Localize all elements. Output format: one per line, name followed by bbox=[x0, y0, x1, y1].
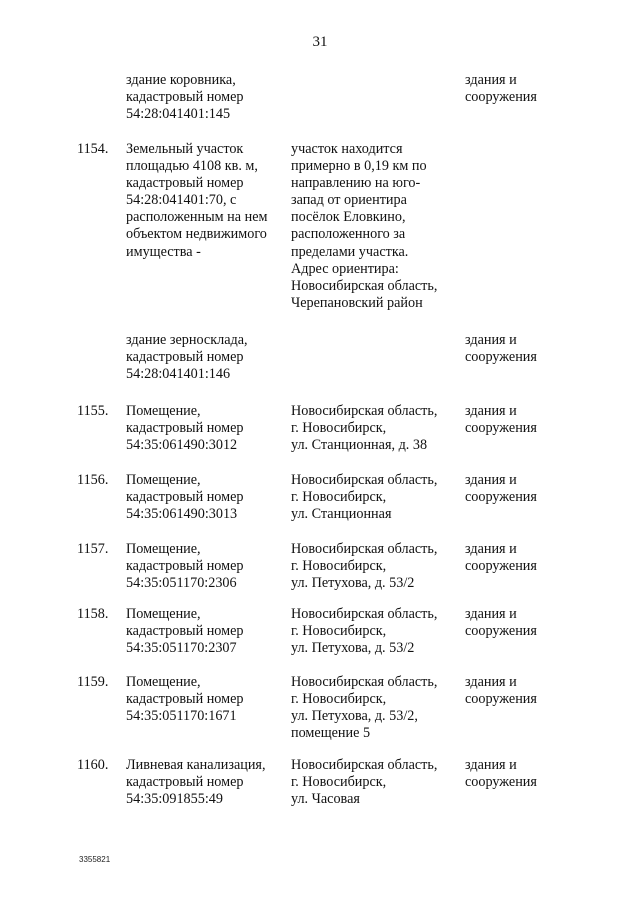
object-address: Новосибирская область, г. Новосибирск, ул. Станционная bbox=[291, 472, 438, 523]
object-description: Земельный участок площадью 4108 кв. м, кадастровый номер 54:28:041401:70, с расположенным на нем объектом недвижимого имущества - bbox=[126, 141, 268, 260]
object-address: Новосибирская область, г. Новосибирск, ул. Часовая bbox=[291, 757, 438, 808]
object-description: Ливневая канализация, кадастровый номер 54:35:091855:49 bbox=[126, 757, 266, 808]
object-description: Помещение, кадастровый номер 54:35:061490:3013 bbox=[126, 472, 244, 523]
object-category: здания и сооружения bbox=[465, 72, 537, 106]
object-description: здание зерносклада, кадастровый номер 54:28:041401:146 bbox=[126, 332, 248, 383]
item-number: 1155. bbox=[77, 403, 109, 419]
object-category: здания и сооружения bbox=[465, 757, 537, 791]
object-address: Новосибирская область, г. Новосибирск, ул. Петухова, д. 53/2 bbox=[291, 541, 438, 592]
object-description: Помещение, кадастровый номер 54:35:051170:2306 bbox=[126, 541, 244, 592]
object-category: здания и сооружения bbox=[465, 541, 537, 575]
item-number: 1157. bbox=[77, 541, 109, 557]
object-category: здания и сооружения bbox=[465, 472, 537, 506]
item-number: 1158. bbox=[77, 606, 109, 622]
object-description: Помещение, кадастровый номер 54:35:061490:3012 bbox=[126, 403, 244, 454]
object-address: Новосибирская область, г. Новосибирск, ул. Петухова, д. 53/2 bbox=[291, 606, 438, 657]
item-number: 1156. bbox=[77, 472, 109, 488]
object-category: здания и сооружения bbox=[465, 674, 537, 708]
object-description: здание коровника, кадастровый номер 54:28:041401:145 bbox=[126, 72, 244, 123]
page-number: 31 bbox=[312, 34, 328, 50]
object-description: Помещение, кадастровый номер 54:35:051170:2307 bbox=[126, 606, 244, 657]
object-address: участок находится примерно в 0,19 км по направлению на юго- запад от ориентира посёлок Еловкино, расположенного за пределами участка. Адрес ориентира: Новосибирская область, Черепановский район bbox=[291, 141, 438, 311]
item-number: 1159. bbox=[77, 674, 109, 690]
object-address: Новосибирская область, г. Новосибирск, ул. Петухова, д. 53/2, помещение 5 bbox=[291, 674, 438, 742]
object-category: здания и сооружения bbox=[465, 332, 537, 366]
object-address: Новосибирская область, г. Новосибирск, ул. Станционная, д. 38 bbox=[291, 403, 438, 454]
item-number: 1160. bbox=[77, 757, 109, 773]
object-category: здания и сооружения bbox=[465, 606, 537, 640]
item-number: 1154. bbox=[77, 141, 109, 157]
footer-document-code: 3355821 bbox=[79, 855, 111, 864]
object-description: Помещение, кадастровый номер 54:35:051170:1671 bbox=[126, 674, 244, 725]
object-category: здания и сооружения bbox=[465, 403, 537, 437]
